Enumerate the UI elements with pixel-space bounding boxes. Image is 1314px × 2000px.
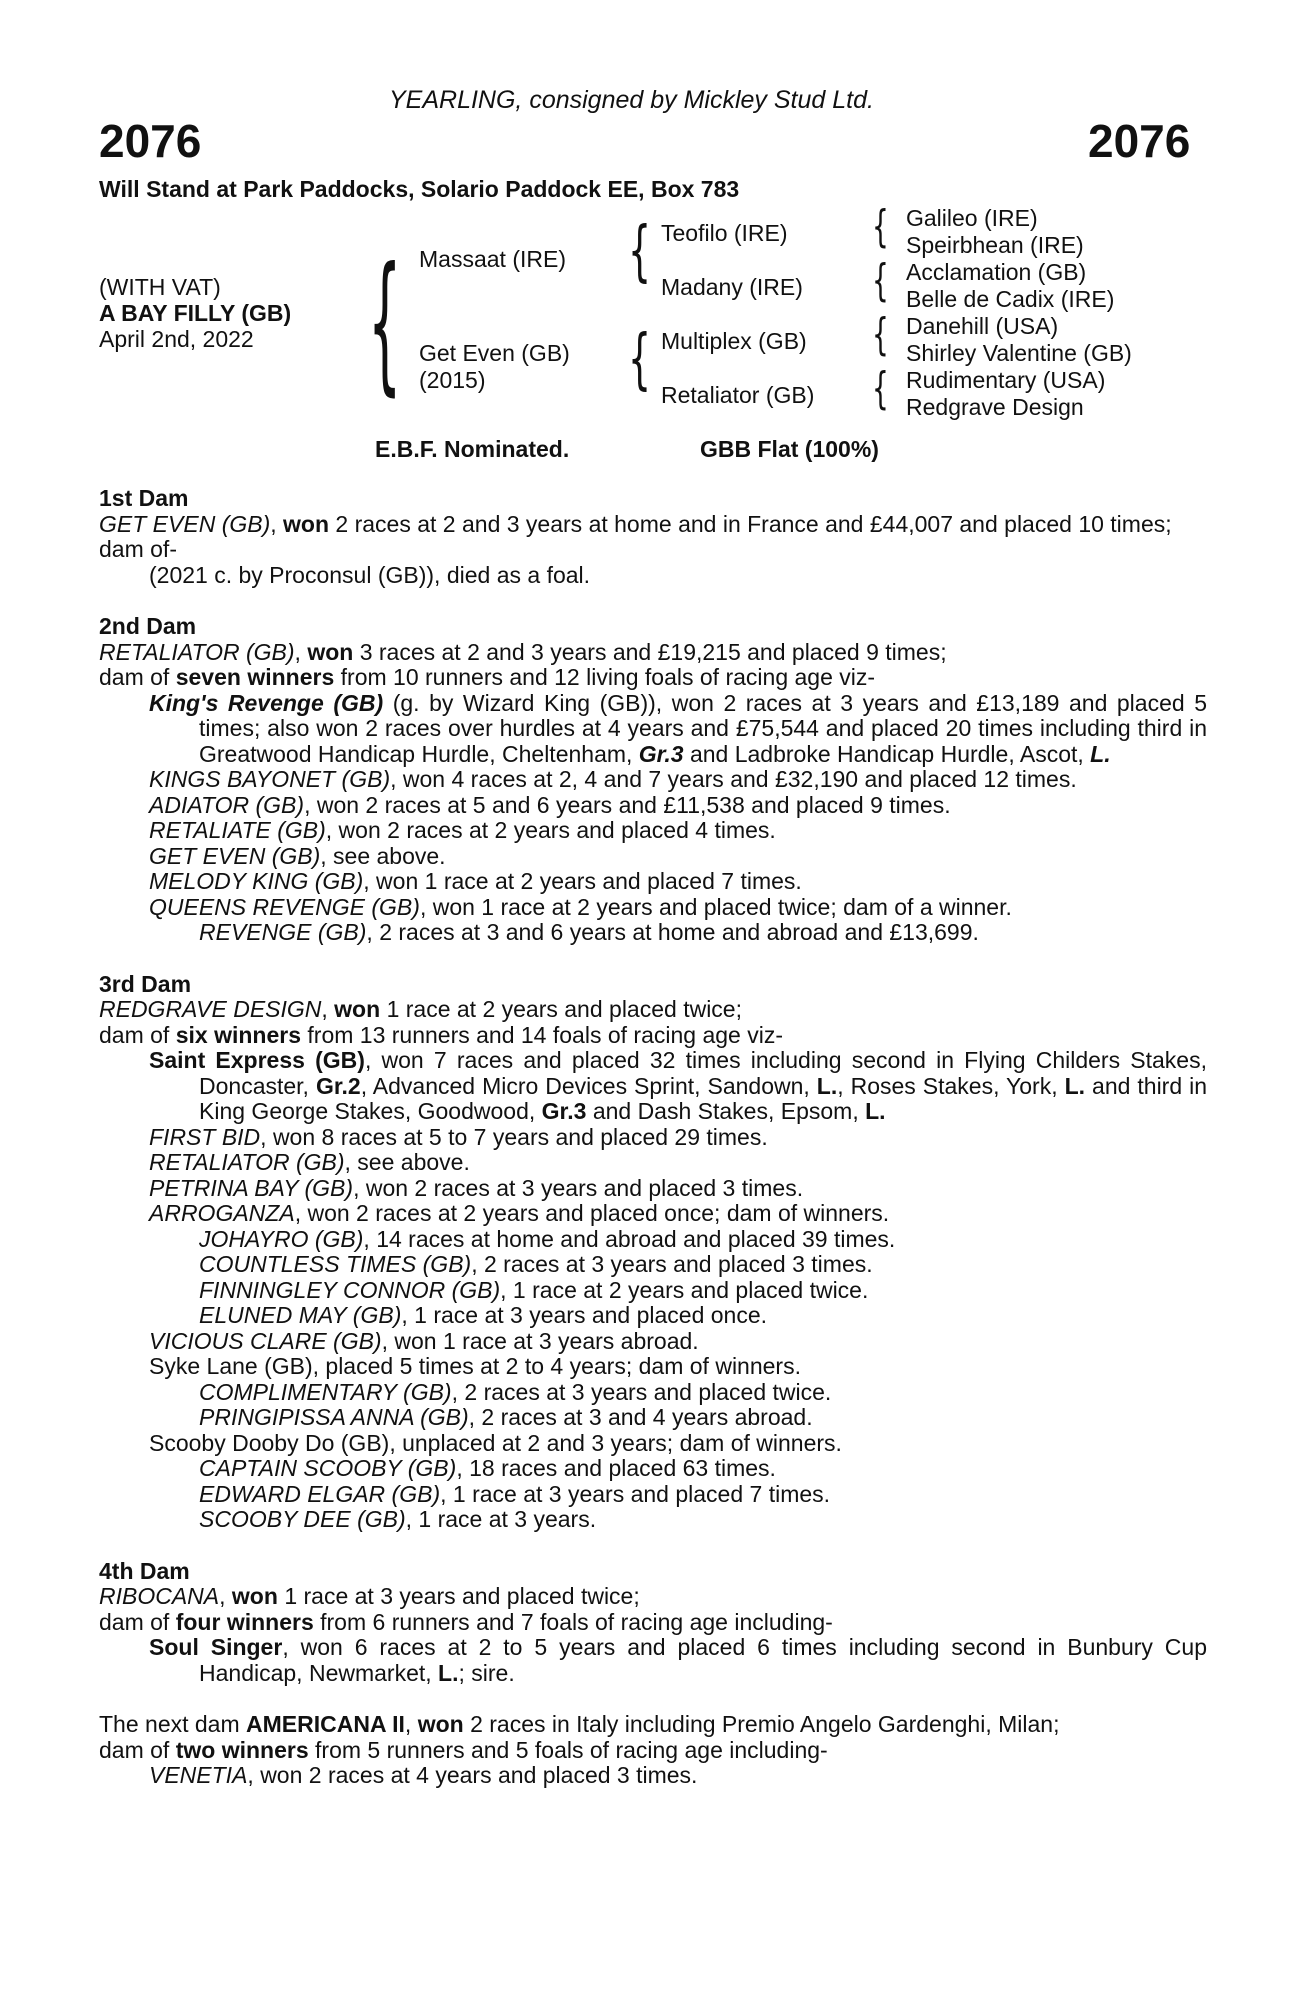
runner-name: Saint Express (GB): [149, 1047, 365, 1073]
third-dam-grand-runner: [99, 1252, 1207, 1278]
runner-name: GET EVEN (GB): [149, 842, 321, 869]
catalogue-body: [99, 486, 1207, 1789]
runners-text: from 10 runners and 12 living foals of racing age viz-: [340, 664, 876, 690]
runner-name: CAPTAIN SCOOBY (GB): [199, 1455, 457, 1481]
runner-name: King's Revenge (GB): [149, 689, 384, 716]
pedigree-sire: Massaat (IRE): [419, 246, 566, 272]
runners-text: from 13 runners and 14 foals of racing age viz-: [307, 1021, 783, 1048]
runner-name: PRINGIPISSA ANNA (GB): [199, 1404, 469, 1430]
vat-label: (WITH VAT): [99, 274, 221, 300]
runner-text: (g. by Wizard King (GB)), won 2 races at 3 years and £13,189 and placed 5 times; also won 2 races over hurdles at 4 years and £75,544 and placed 20 times including third in Greatwood Handicap Hurdle, Cheltenham,: [199, 689, 1208, 767]
third-dam-grand-runner: [99, 1507, 1207, 1533]
fourth-dam-produce-summary: [99, 1610, 1207, 1636]
runner-text: , won 8 races at 5 to 7 years and placed 29 times.: [260, 1123, 768, 1150]
pedigree-dam-sire: Multiplex (GB): [661, 328, 807, 354]
second-dam-grand-runner: [99, 920, 1207, 946]
pedigree-brace-g3: {: [872, 309, 889, 360]
gbb-flat: GBB Flat (100%): [700, 436, 879, 462]
winners-count: two winners: [175, 1736, 309, 1763]
runner-text: , 2 races at 3 and 6 years at home and abroad and £13,699.: [366, 919, 979, 945]
runner-text: , won 7 races and placed 32 times including second in Flying Childers Stakes, Doncaster,: [199, 1047, 1207, 1099]
dam-name: AMERICANA II: [246, 1711, 405, 1737]
runner-text: , 1 race at 3 years.: [405, 1506, 597, 1532]
third-dam-grand-runner: [99, 1456, 1207, 1482]
pedigree-brace-sire: {: [628, 212, 652, 289]
grade-label: Gr.2: [315, 1072, 361, 1099]
runner-text: , 2 races at 3 years and placed twice.: [451, 1378, 832, 1405]
runner-name: ADIATOR (GB): [149, 791, 305, 818]
second-dam-runner: [99, 869, 1207, 895]
third-dam-grand-runner: [99, 1380, 1207, 1406]
third-dam-grand-runner: [99, 1303, 1207, 1329]
pedigree-gg3: Acclamation (GB): [906, 259, 1087, 285]
listed-label: L.: [865, 1098, 886, 1124]
third-dam-produce-summary: [99, 1023, 1207, 1049]
second-dam-runner: [99, 844, 1207, 870]
runner-text: , won 2 races at 3 years and placed 3 times.: [353, 1174, 804, 1201]
dam-name: GET EVEN (GB): [99, 510, 271, 537]
first-dam-foal: (2021 c. by Proconsul (GB)), died as a foal.: [149, 561, 591, 588]
second-dam-runner: [99, 818, 1207, 844]
runner-text: and third in King George Stakes, Goodwood,: [199, 1072, 1208, 1124]
won-label: won: [307, 638, 354, 665]
runner-name: PETRINA BAY (GB): [149, 1174, 354, 1201]
runner-name: KINGS BAYONET (GB): [149, 766, 391, 792]
runner-name: COUNTLESS TIMES (GB): [199, 1251, 472, 1277]
third-dam-grand-runner: [99, 1405, 1207, 1431]
first-dam-heading: 1st Dam: [99, 485, 189, 511]
runner-text: , see above.: [344, 1149, 470, 1175]
pedigree-sire-dam: Madany (IRE): [661, 274, 803, 300]
third-dam-grand-runner: [99, 1227, 1207, 1253]
runner-text: , won 6 races at 2 to 5 years and placed 6 times including second in Bunbury Cup Handicap, Newmarket,: [199, 1634, 1208, 1686]
third-dam-star-runner: [99, 1048, 1207, 1125]
runner-name: QUEENS REVENGE (GB): [149, 893, 420, 920]
won-label: won: [417, 1711, 464, 1737]
runner-name: SCOOBY DEE (GB): [199, 1506, 406, 1532]
runners-text: from 6 runners and 7 foals of racing age including-: [320, 1608, 833, 1635]
grade-label: Gr.3: [638, 740, 684, 767]
pedigree-brace-dam: {: [628, 320, 652, 397]
third-dam-runner: Syke Lane (GB), placed 5 times at 2 to 4 years; dam of winners.: [149, 1353, 801, 1379]
next-dam-record: The next dam AMERICANA II, won 2 races in Italy including Premio Angelo Gardenghi, Milan;: [99, 1711, 1060, 1737]
runner-name: VENETIA: [149, 1762, 248, 1788]
consignor-line: YEARLING, consigned by Mickley Stud Ltd.: [389, 86, 874, 114]
pedigree-dam-dam: Retaliator (GB): [661, 382, 815, 408]
third-dam-runner: [99, 1329, 1207, 1355]
runner-text: , Roses Stakes, York,: [837, 1072, 1058, 1099]
record-text: 3 races at 2 and 3 years and £19,215 and placed 9 times;: [359, 638, 947, 665]
ebf-nominated: E.B.F. Nominated.: [375, 436, 570, 462]
runner-text: , won 2 races at 5 and 6 years and £11,538 and placed 9 times.: [304, 791, 951, 818]
third-dam-runner: [99, 1201, 1207, 1227]
foaling-date: April 2nd, 2022: [99, 326, 254, 352]
runner-name: JOHAYRO (GB): [199, 1225, 364, 1252]
next-dam-runner: [99, 1763, 1207, 1789]
runner-name: RETALIATE (GB): [149, 817, 326, 843]
lot-number-left: 2076: [99, 115, 202, 167]
third-dam-runner: [99, 1176, 1207, 1202]
runner-text: and Ladbroke Handicap Hurdle, Ascot,: [689, 740, 1084, 767]
horse-name: A BAY FILLY (GB): [99, 300, 292, 326]
runner-name: ELUNED MAY (GB): [199, 1302, 402, 1328]
third-dam-runner: Scooby Dooby Do (GB), unplaced at 2 and 3 years; dam of winners.: [149, 1429, 842, 1456]
third-dam-grand-runner: [99, 1482, 1207, 1508]
dam-of-label: dam of: [99, 1608, 170, 1635]
pedigree-gg1: Galileo (IRE): [906, 205, 1038, 231]
runner-text: , 1 race at 2 years and placed twice.: [500, 1276, 869, 1303]
record-text: 1 race at 2 years and placed twice;: [386, 996, 742, 1022]
won-label: won: [283, 510, 330, 537]
runner-text: and Dash Stakes, Epsom,: [592, 1098, 859, 1124]
grade-label: Gr.3: [541, 1098, 587, 1124]
pedigree-gg7: Rudimentary (USA): [906, 367, 1106, 393]
runner-text: , see above.: [320, 842, 446, 869]
third-dam-runner: [99, 1125, 1207, 1151]
runner-name: ARROGANZA: [149, 1200, 295, 1226]
pedigree-gg2: Speirbhean (IRE): [906, 232, 1084, 258]
fourth-dam-record: RIBOCANA, won 1 race at 3 years and placed twice;: [99, 1583, 640, 1609]
listed-label: L.: [438, 1659, 459, 1686]
pedigree-gg6: Shirley Valentine (GB): [906, 340, 1132, 366]
pedigree-sire-sire: Teofilo (IRE): [661, 220, 788, 246]
runner-name: RETALIATOR (GB): [149, 1149, 345, 1175]
record-text: 2 races in Italy including Premio Angelo Gardenghi, Milan;: [470, 1711, 1060, 1737]
second-dam-runner: [99, 767, 1207, 793]
pedigree-dam: Get Even (GB): [419, 340, 570, 366]
won-label: won: [231, 1583, 278, 1609]
second-dam-heading: 2nd Dam: [99, 613, 197, 639]
runners-text: from 5 runners and 5 foals of racing age including-: [315, 1736, 828, 1763]
runner-text: , Advanced Micro Devices Sprint, Sandown,: [360, 1072, 810, 1099]
second-dam-produce-summary: [99, 665, 1207, 691]
dam-of-label: dam of: [99, 1021, 170, 1048]
second-dam-runner: [99, 793, 1207, 819]
pedigree-brace-main: {: [368, 236, 402, 410]
dam-name: RETALIATOR (GB): [99, 638, 295, 665]
next-dam-produce-summary: [99, 1738, 1207, 1764]
lot-number-right: 2076: [1088, 115, 1191, 167]
third-dam-grand-runner: [99, 1278, 1207, 1304]
pedigree-gg4: Belle de Cadix (IRE): [906, 286, 1115, 312]
second-dam-record: RETALIATOR (GB), won 3 races at 2 and 3 years and £19,215 and placed 9 times;: [99, 638, 947, 665]
runner-name: EDWARD ELGAR (GB): [199, 1480, 441, 1507]
runner-text: ; sire.: [458, 1659, 515, 1686]
runner-name: MELODY KING (GB): [149, 868, 364, 894]
runner-text: , won 2 races at 4 years and placed 3 times.: [247, 1762, 698, 1788]
runner-name: Soul Singer: [149, 1634, 283, 1660]
runner-name: VICIOUS CLARE (GB): [149, 1327, 382, 1354]
won-label: won: [334, 996, 381, 1022]
pedigree-gg8: Redgrave Design: [906, 394, 1084, 420]
runner-text: , won 2 races at 2 years and placed once; dam of winners.: [294, 1200, 890, 1226]
first-dam-dam-of: dam of-: [99, 536, 177, 562]
runner-name: FINNINGLEY CONNOR (GB): [199, 1276, 501, 1303]
listed-label: L.: [1090, 740, 1111, 767]
pedigree-gg5: Danehill (USA): [906, 313, 1059, 339]
runner-text: , won 4 races at 2, 4 and 7 years and £32,190 and placed 12 times.: [390, 766, 1077, 792]
dam-name: RIBOCANA: [99, 1583, 220, 1609]
runner-text: , 1 race at 3 years and placed once.: [401, 1302, 768, 1328]
runner-text: , won 1 race at 2 years and placed twice; dam of a winner.: [419, 893, 1012, 920]
record-text: 1 race at 3 years and placed twice;: [284, 1583, 640, 1609]
pedigree-brace-g1: {: [872, 201, 889, 252]
runner-text: , 18 races and placed 63 times.: [456, 1455, 776, 1481]
pedigree-brace-g4: {: [872, 363, 889, 414]
next-dam-label: The next dam: [99, 1711, 240, 1737]
runner-text: , 1 race at 3 years and placed 7 times.: [440, 1480, 831, 1507]
winners-count: seven winners: [175, 664, 335, 690]
third-dam-record: REDGRAVE DESIGN, won 1 race at 2 years and placed twice;: [99, 996, 742, 1022]
fourth-dam-heading: 4th Dam: [99, 1557, 190, 1584]
location-line: Will Stand at Park Paddocks, Solario Paddock EE, Box 783: [99, 176, 740, 202]
dam-of-label: dam of: [99, 1736, 170, 1763]
pedigree-dam-year: (2015): [419, 367, 486, 393]
runner-name: REVENGE (GB): [199, 919, 367, 945]
record-text: 2 races at 2 and 3 years at home and in France and £44,007 and placed 10 times;: [335, 510, 1172, 537]
winners-count: six winners: [175, 1021, 301, 1048]
runner-text: , 2 races at 3 and 4 years abroad.: [468, 1404, 813, 1430]
runner-name: COMPLIMENTARY (GB): [199, 1378, 452, 1405]
listed-label: L.: [1064, 1072, 1086, 1099]
runner-text: , won 1 race at 2 years and placed 7 times.: [363, 868, 802, 894]
listed-label: L.: [816, 1072, 838, 1099]
dam-name: REDGRAVE DESIGN: [99, 996, 322, 1022]
runner-text: , 14 races at home and abroad and placed 39 times.: [363, 1225, 896, 1252]
runner-text: , 2 races at 3 years and placed 3 times.: [471, 1251, 873, 1277]
runner-text: , won 2 races at 2 years and placed 4 times.: [325, 817, 776, 843]
dam-of-label: dam of: [99, 664, 170, 690]
runner-text: , won 1 race at 3 years abroad.: [381, 1327, 699, 1354]
winners-count: four winners: [175, 1608, 314, 1635]
second-dam-star-runner: [99, 691, 1207, 768]
second-dam-runner: [99, 895, 1207, 921]
pedigree-brace-g2: {: [872, 255, 889, 306]
runner-name: FIRST BID: [149, 1123, 261, 1150]
third-dam-heading: 3rd Dam: [99, 970, 192, 997]
third-dam-runner: [99, 1150, 1207, 1176]
fourth-dam-star-runner: [99, 1635, 1207, 1686]
first-dam-record: GET EVEN (GB), won 2 races at 2 and 3 years at home and in France and £44,007 and placed 10 times;: [99, 510, 1172, 537]
